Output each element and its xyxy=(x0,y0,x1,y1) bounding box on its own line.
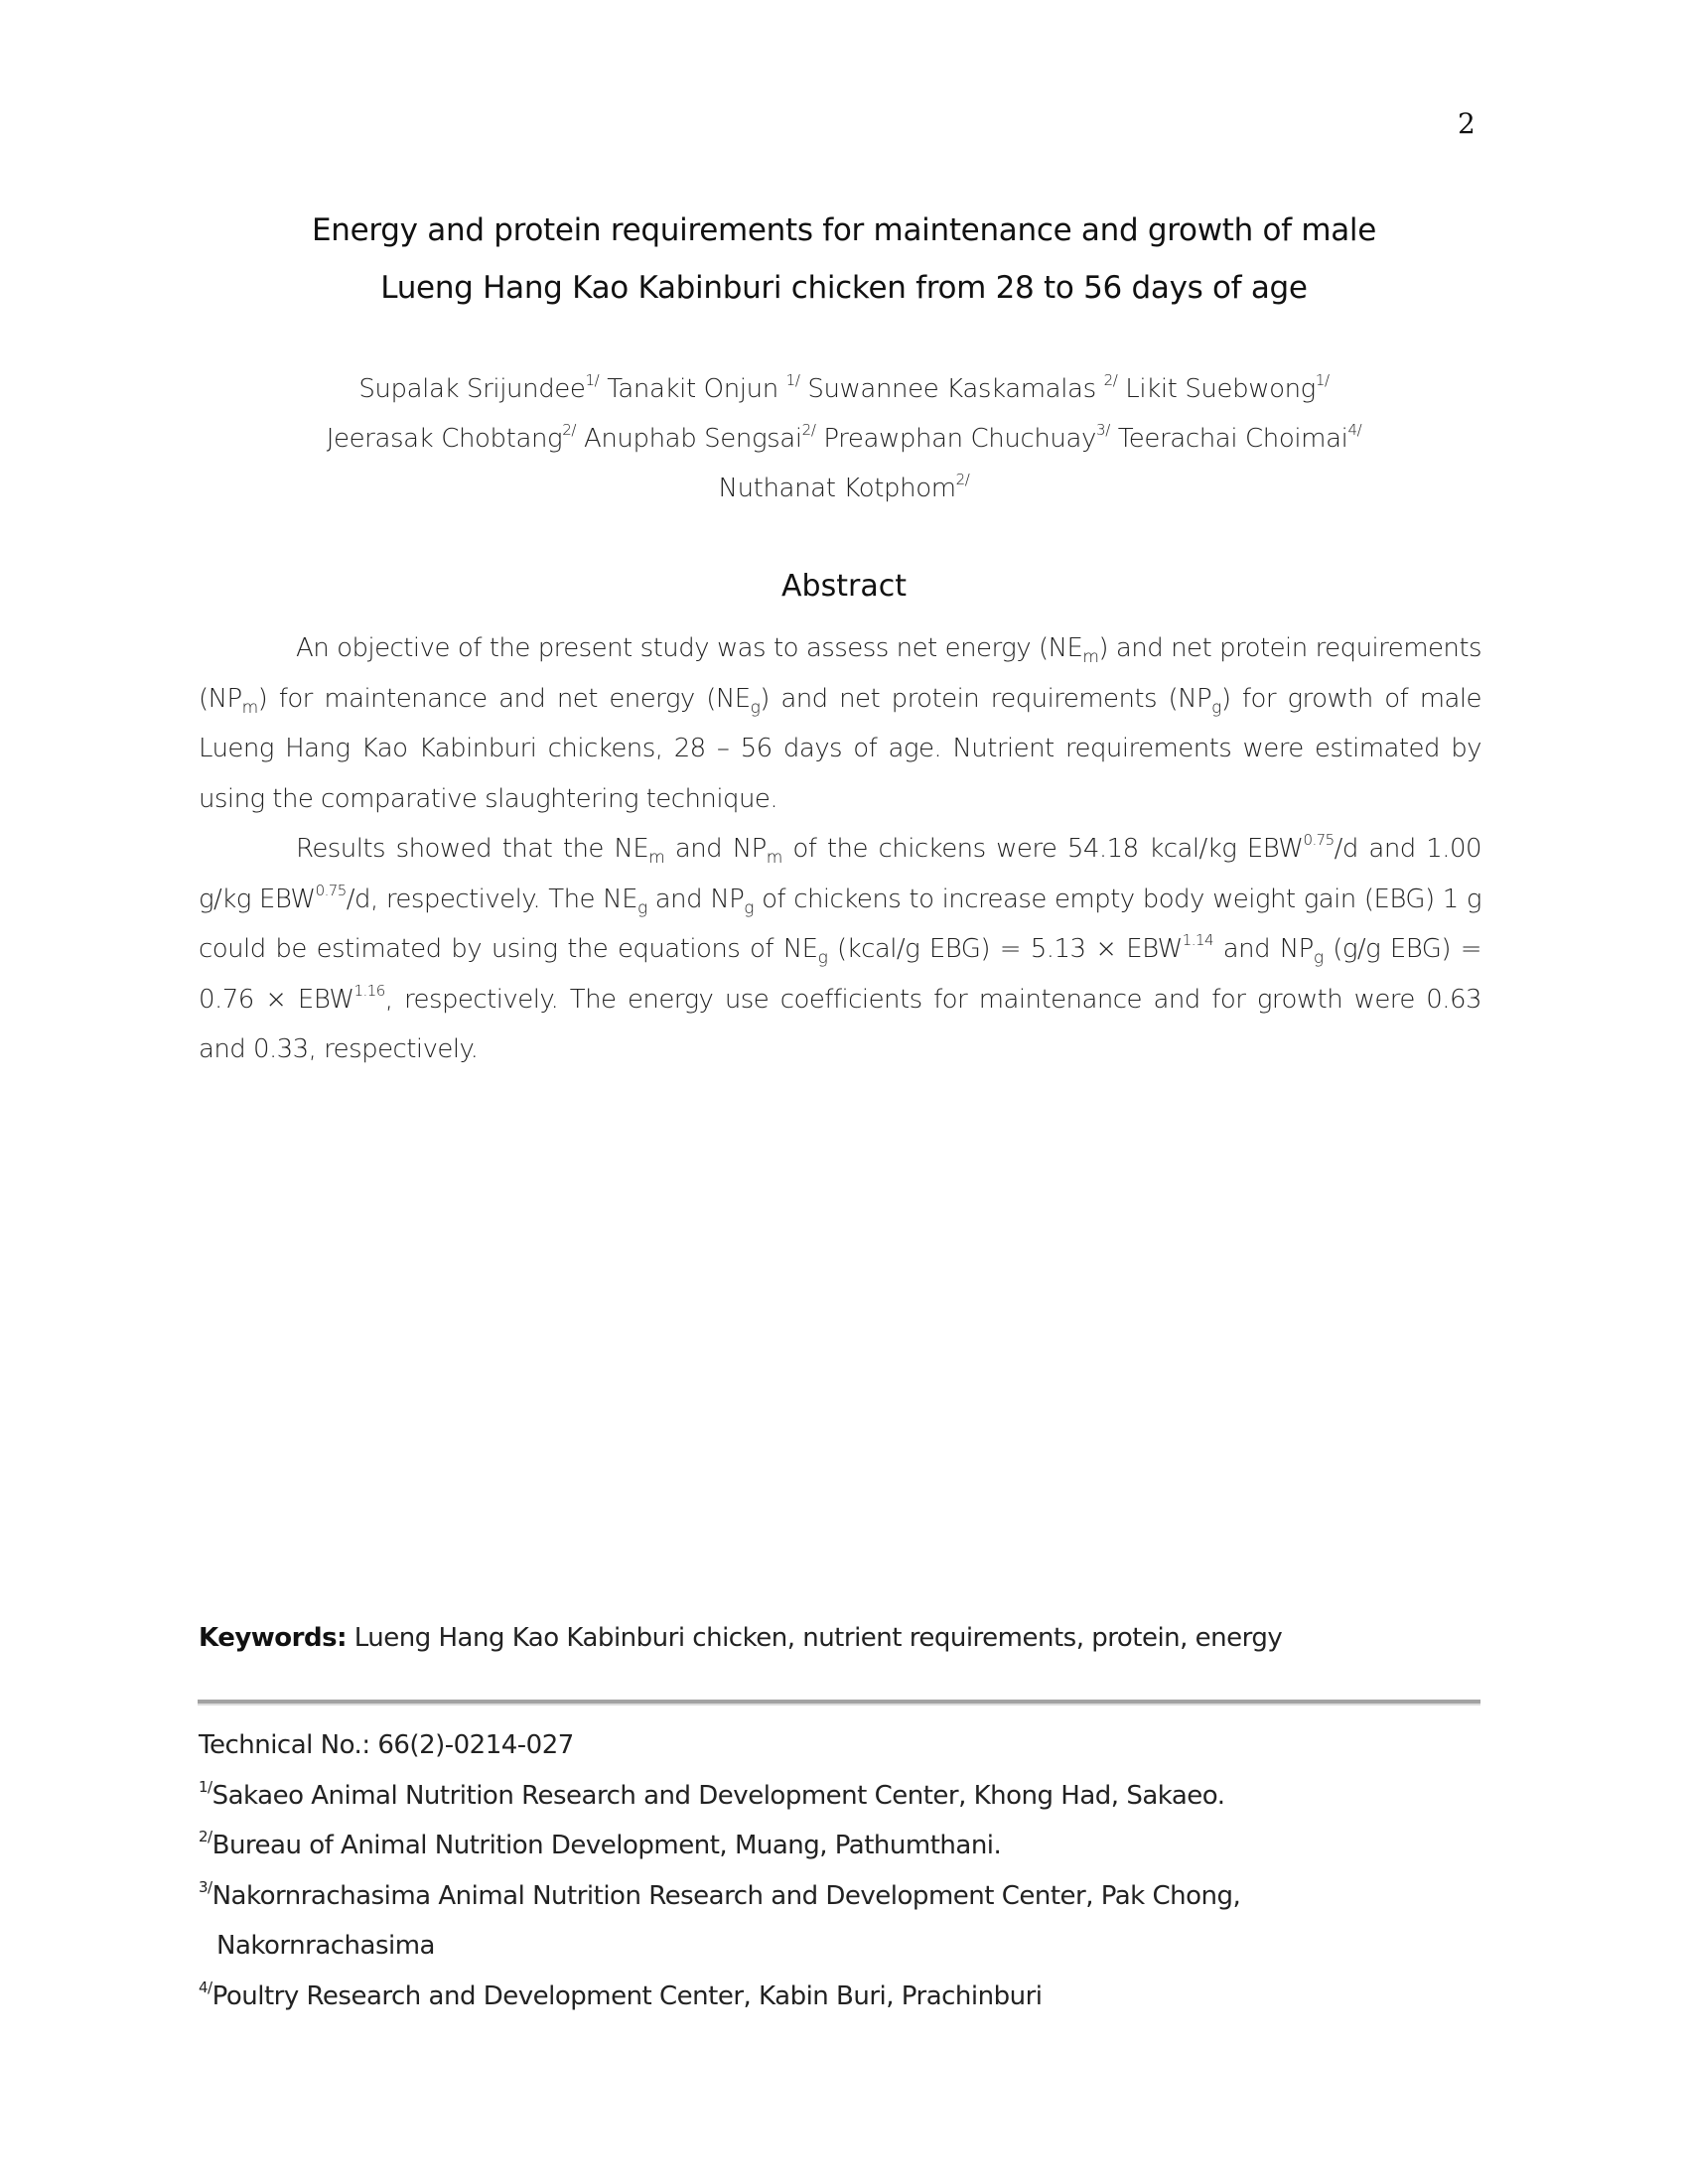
text: of chickens to increase empty body weight gain (EBG) 1 g could be estimated by using the equations of NE xyxy=(199,884,1481,964)
footnotes xyxy=(199,1720,1489,2021)
author: Preawphan Chuchuay xyxy=(823,424,1097,454)
subscript: g xyxy=(744,897,754,918)
title-line-1: Energy and protein requirements for maintenance and growth of male xyxy=(311,212,1377,248)
technical-number: Technical No.: 66(2)-0214-027 xyxy=(199,1730,574,1760)
author-line-3 xyxy=(199,464,1489,513)
text: and NP xyxy=(664,834,767,864)
text: ) for maintenance and net energy (NE xyxy=(257,683,751,714)
keywords-label: Keywords: xyxy=(199,1623,347,1653)
affiliation-3-continued: Nakornrachasima xyxy=(216,1931,435,1961)
superscript: 1.14 xyxy=(1182,931,1213,950)
subscript: m xyxy=(648,848,665,869)
text: /d and 1.00 g/kg EBW xyxy=(199,834,1481,914)
author-line-2 xyxy=(199,414,1489,464)
subscript: g xyxy=(750,697,761,718)
text: ) for growth of male Lueng Hang Kao Kabinburi chickens, 28 – 56 days of age. Nutrient requirements were estimated by using the comparative slaughtering technique. xyxy=(199,683,1481,814)
affiliation-mark: 4/ xyxy=(199,1978,212,1996)
author: Nuthanat Kotphom xyxy=(718,474,956,503)
author: Anuphab Sengsai xyxy=(583,424,802,454)
author: Tanakit Onjun xyxy=(607,374,778,404)
affiliation-mark: 3/ xyxy=(199,1877,212,1896)
affiliation-text: Nakornrachasima Animal Nutrition Research and Development Center, Pak Chong, xyxy=(211,1880,1241,1911)
superscript: 0.75 xyxy=(1303,831,1335,850)
author: Teerachai Choimai xyxy=(1117,424,1348,454)
subscript: m xyxy=(1082,647,1099,668)
affiliation-4 xyxy=(199,1972,1489,2022)
author: Jeerasak Chobtang xyxy=(326,424,563,454)
affiliation-1 xyxy=(199,1771,1489,1822)
text: ) and net protein requirements (NP xyxy=(199,633,1481,714)
affiliation-mark: 1/ xyxy=(199,1777,212,1796)
subscript: m xyxy=(766,848,782,869)
affiliation-mark: 1/ xyxy=(1315,371,1330,390)
author: Likit Suebwong xyxy=(1125,374,1316,404)
affiliation-mark: 2/ xyxy=(955,471,970,489)
page-number: 2 xyxy=(1458,107,1476,140)
subscript: g xyxy=(1313,948,1324,969)
text: Results showed that the NE xyxy=(296,834,649,864)
affiliation-mark: 1/ xyxy=(785,371,800,390)
affiliation-3 xyxy=(199,1871,1489,1922)
author-line-1 xyxy=(199,364,1489,414)
author: Supalak Srijundee xyxy=(358,374,586,404)
author-list xyxy=(199,364,1489,513)
affiliation-mark: 3/ xyxy=(1096,421,1110,440)
text: (g/g EBG) = 0.76 × EBW xyxy=(199,934,1481,1015)
affiliation-mark: 2/ xyxy=(801,421,816,440)
author: Suwannee Kaskamalas xyxy=(807,374,1096,404)
affiliation-text: Bureau of Animal Nutrition Development, Muang, Pathumthani. xyxy=(211,1831,1002,1860)
affiliation-2 xyxy=(199,1821,1489,1871)
text: /d, respectively. The NE xyxy=(346,884,637,914)
text: ) and net protein requirements (NP xyxy=(760,683,1212,714)
affiliation-mark: 4/ xyxy=(1347,421,1362,440)
superscript: 1.16 xyxy=(353,981,385,1000)
superscript: 0.75 xyxy=(315,881,347,899)
abstract-paragraph-1 xyxy=(199,623,1481,824)
text: (kcal/g EBG) = 5.13 × EBW xyxy=(827,934,1183,964)
subscript: g xyxy=(817,948,828,969)
subscript: m xyxy=(241,697,258,718)
affiliation-mark: 2/ xyxy=(199,1828,212,1846)
text: An objective of the present study was to assess net energy (NE xyxy=(296,633,1083,663)
paper-title xyxy=(199,202,1489,317)
text: , respectively. The energy use coefficients for maintenance and for growth were 0.63 and 0.33, respectively. xyxy=(199,984,1481,1064)
text: and NP xyxy=(1213,934,1314,964)
affiliation-text: Poultry Research and Development Center, Kabin Buri, Prachinburi xyxy=(211,1980,1043,2011)
title-line-2: Lueng Hang Kao Kabinburi chicken from 28 to 56 days of age xyxy=(380,270,1308,306)
keywords-text: Lueng Hang Kao Kabinburi chicken, nutrient requirements, protein, energy xyxy=(346,1623,1283,1653)
affiliation-text: Sakaeo Animal Nutrition Research and Development Center, Khong Had, Sakaeo. xyxy=(211,1780,1225,1811)
abstract-paragraph-2 xyxy=(199,824,1481,1075)
text: of the chickens were 54.18 kcal/kg EBW xyxy=(781,834,1304,864)
abstract-heading: Abstract xyxy=(781,569,907,604)
affiliation-mark: 2/ xyxy=(1103,371,1118,390)
footnote-divider xyxy=(198,1700,1480,1706)
subscript: g xyxy=(1211,697,1221,718)
abstract-body xyxy=(199,623,1481,1075)
subscript: g xyxy=(636,897,647,918)
affiliation-mark: 2/ xyxy=(562,421,577,440)
affiliation-mark: 1/ xyxy=(585,371,600,390)
keywords xyxy=(199,1623,1489,1653)
text: and NP xyxy=(646,884,745,914)
